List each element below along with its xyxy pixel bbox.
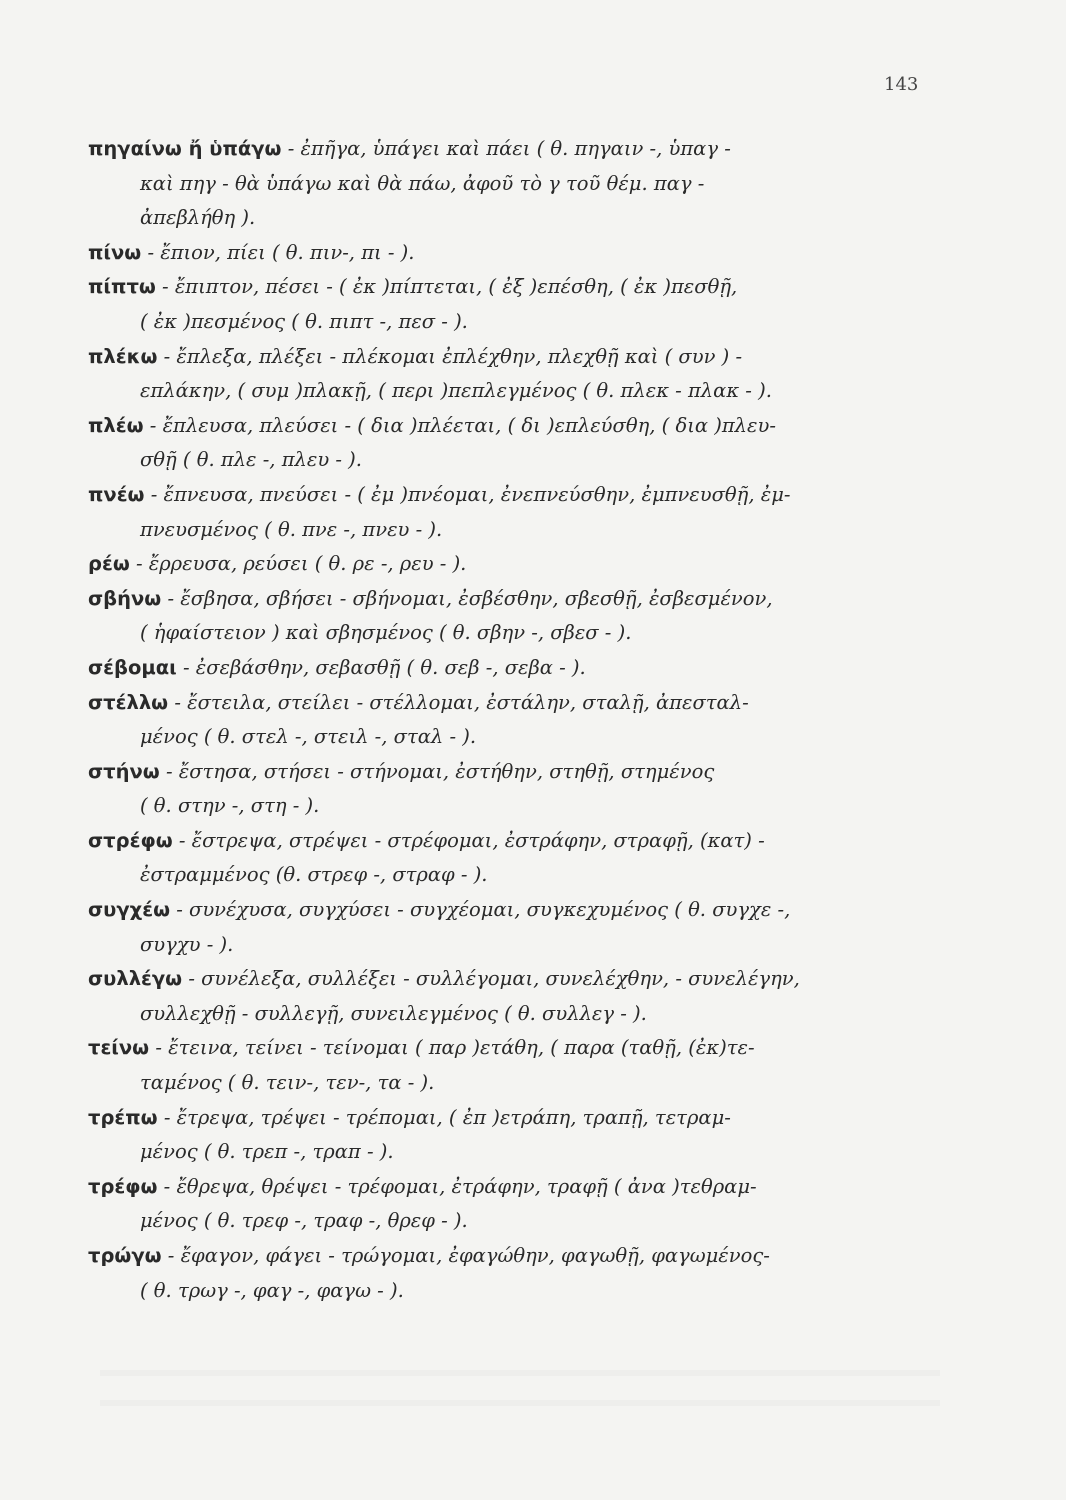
- entry-line: - ἔτρεψα, τρέψει - τρέπομαι, ( ἐπ )ετράπη, τραπῇ, τετραμ-: [163, 1105, 731, 1129]
- entry-line: - συνέλεξα, συλλέξει - συλλέγομαι, συνελέχθην, - συνελέγην,: [188, 967, 800, 991]
- verb-entry: [88, 1170, 948, 1239]
- verb-entry: [88, 893, 948, 962]
- entry-line: - ἔστρεψα, στρέψει - στρέφομαι, ἐστράφην, στραφῇ, (κατ) -: [178, 828, 765, 852]
- page-number: 143: [884, 74, 919, 95]
- verb-entry: [88, 340, 948, 409]
- entry-continuation: συγχυ - ).: [140, 932, 234, 956]
- lemma: πίπτω: [88, 275, 156, 299]
- verb-entry: [88, 1239, 948, 1308]
- entry-continuation: ἐστραμμένος (θ. στρεφ -, στραφ - ).: [140, 863, 488, 887]
- entry-continuation: μένος ( θ. τρεφ -, τραφ -, θρεφ - ).: [140, 1209, 468, 1233]
- verb-entry: [88, 824, 948, 893]
- verb-list: [88, 132, 948, 1308]
- verb-entry: [88, 409, 948, 478]
- lemma: τρώγω: [88, 1244, 162, 1267]
- lemma: στέλλω: [88, 690, 169, 714]
- entry-line: - ἔφαγον, φάγει - τρώγομαι, ἐφαγώθην, φαγωθῇ, φαγωμένος-: [167, 1244, 770, 1267]
- lemma: πλέκω: [88, 344, 158, 368]
- entry-continuation: ( ἡφαίστειον ) καὶ σβησμένος ( θ. σβην -, σβεσ - ).: [140, 621, 632, 645]
- entry-line: - ἔθρεψα, θρέψει - τρέφομαι, ἐτράφην, τραφῇ ( ἀνα )τεθραμ-: [163, 1174, 757, 1198]
- entry-line: - ἔπλευσα, πλεύσει - ( δια )πλέεται, ( δι )επλεύσθη, ( δια )πλευ-: [149, 413, 776, 437]
- entry-continuation: ἀπεβλήθη ).: [140, 206, 256, 230]
- lemma: τρέφω: [88, 1174, 158, 1198]
- verb-entry: [88, 547, 948, 582]
- verb-entry: [88, 270, 948, 339]
- entry-continuation: επλάκην, ( συμ )πλακῇ, ( περι )πεπλεγμένος ( θ. πλεκ - πλακ - ).: [140, 379, 772, 403]
- lemma: ρέω: [88, 552, 130, 576]
- verb-entry: [88, 1031, 948, 1100]
- entry-continuation: μένος ( θ. στελ -, στειλ -, σταλ - ).: [140, 725, 477, 749]
- entry-continuation: ( ἐκ )πεσμένος ( θ. πιπτ -, πεσ - ).: [140, 309, 468, 333]
- lemma: σβήνω: [88, 586, 162, 610]
- entry-continuation: σθῇ ( θ. πλε -, πλευ - ).: [140, 448, 362, 472]
- lemma: συγχέω: [88, 898, 171, 922]
- verb-entry: [88, 236, 948, 271]
- entry-continuation: ( θ. στην -, στη - ).: [140, 794, 320, 818]
- verb-entry: [88, 582, 948, 651]
- entry-continuation: καὶ πηγ - θὰ ὑπάγω καὶ θὰ πάω, ἀφοῦ τὸ γ τοῦ θέμ. παγ -: [140, 171, 705, 195]
- entry-line: - ἔστειλα, στείλει - στέλλομαι, ἐστάλην, σταλῇ, ἀπεσταλ-: [174, 690, 749, 714]
- lemma: σέβομαι: [88, 655, 177, 679]
- verb-entry: [88, 478, 948, 547]
- lemma: πλέω: [88, 413, 144, 437]
- entry-line: - ἔπλεξα, πλέξει - πλέκομαι ἐπλέχθην, πλεχθῇ καὶ ( συν ) -: [163, 344, 743, 368]
- entry-continuation: μένος ( θ. τρεπ -, τραπ - ).: [140, 1140, 394, 1164]
- lemma: πνέω: [88, 482, 145, 506]
- verb-entry: [88, 1101, 948, 1170]
- entry-continuation: ( θ. τρωγ -, φαγ -, φαγω - ).: [140, 1278, 404, 1302]
- verb-entry: [88, 651, 948, 686]
- entry-line: - ἔρρευσα, ρεύσει ( θ. ρε -, ρευ - ).: [135, 552, 467, 576]
- lemma: στρέφω: [88, 828, 173, 852]
- entry-line: - ἔπιπτον, πέσει - ( ἐκ )πίπτεται, ( ἐξ )επέσθη, ( ἐκ )πεσθῇ,: [162, 275, 738, 299]
- entry-continuation: συλλεχθῇ - συλλεγῇ, συνειλεγμένος ( θ. συλλεγ - ).: [140, 1001, 647, 1025]
- entry-line: - ἐσεβάσθην, σεβασθῇ ( θ. σεβ -, σεβα - ).: [182, 655, 586, 679]
- entry-line: - ἔστησα, στήσει - στήνομαι, ἐστήθην, στηθῇ, στημένος: [165, 759, 715, 783]
- verb-entry: [88, 686, 948, 755]
- lemma: στήνω: [88, 759, 160, 783]
- entry-line: - ἔπνευσα, πνεύσει - ( ἐμ )πνέομαι, ἐνεπνεύσθην, ἐμπνευσθῇ, ἐμ-: [150, 482, 791, 506]
- lemma: τρέπω: [88, 1105, 158, 1129]
- bleed-through-text: [100, 1400, 940, 1406]
- bleed-through-text: [100, 1370, 940, 1376]
- entry-line: - ἔσβησα, σβήσει - σβήνομαι, ἐσβέσθην, σβεσθῇ, ἐσβεσμένον,: [167, 586, 773, 610]
- lemma: πηγαίνω ἤ ὑπάγω: [88, 137, 282, 160]
- verb-entry: [88, 755, 948, 824]
- entry-continuation: ταμένος ( θ. τειν-, τεν-, τα - ).: [140, 1071, 435, 1095]
- lemma: συλλέγω: [88, 967, 183, 991]
- entry-line: - ἔτεινα, τείνει - τείνομαι ( παρ )ετάθη, ( παρα (ταθῇ, (ἐκ)τε-: [155, 1036, 755, 1060]
- verb-entry: [88, 132, 948, 236]
- verb-entry: [88, 962, 948, 1031]
- lemma: πίνω: [88, 240, 142, 264]
- entry-line: - ἐπῆγα, ὑπάγει καὶ πάει ( θ. πηγαιν -, ὑπαγ -: [287, 137, 731, 160]
- entry-line: - συνέχυσα, συγχύσει - συγχέομαι, συγκεχυμένος ( θ. συγχε -,: [176, 898, 791, 922]
- lemma: τείνω: [88, 1036, 150, 1060]
- entry-line: - ἔπιον, πίει ( θ. πιν-, πι - ).: [147, 240, 415, 264]
- entry-continuation: πνευσμένος ( θ. πνε -, πνευ - ).: [140, 517, 443, 541]
